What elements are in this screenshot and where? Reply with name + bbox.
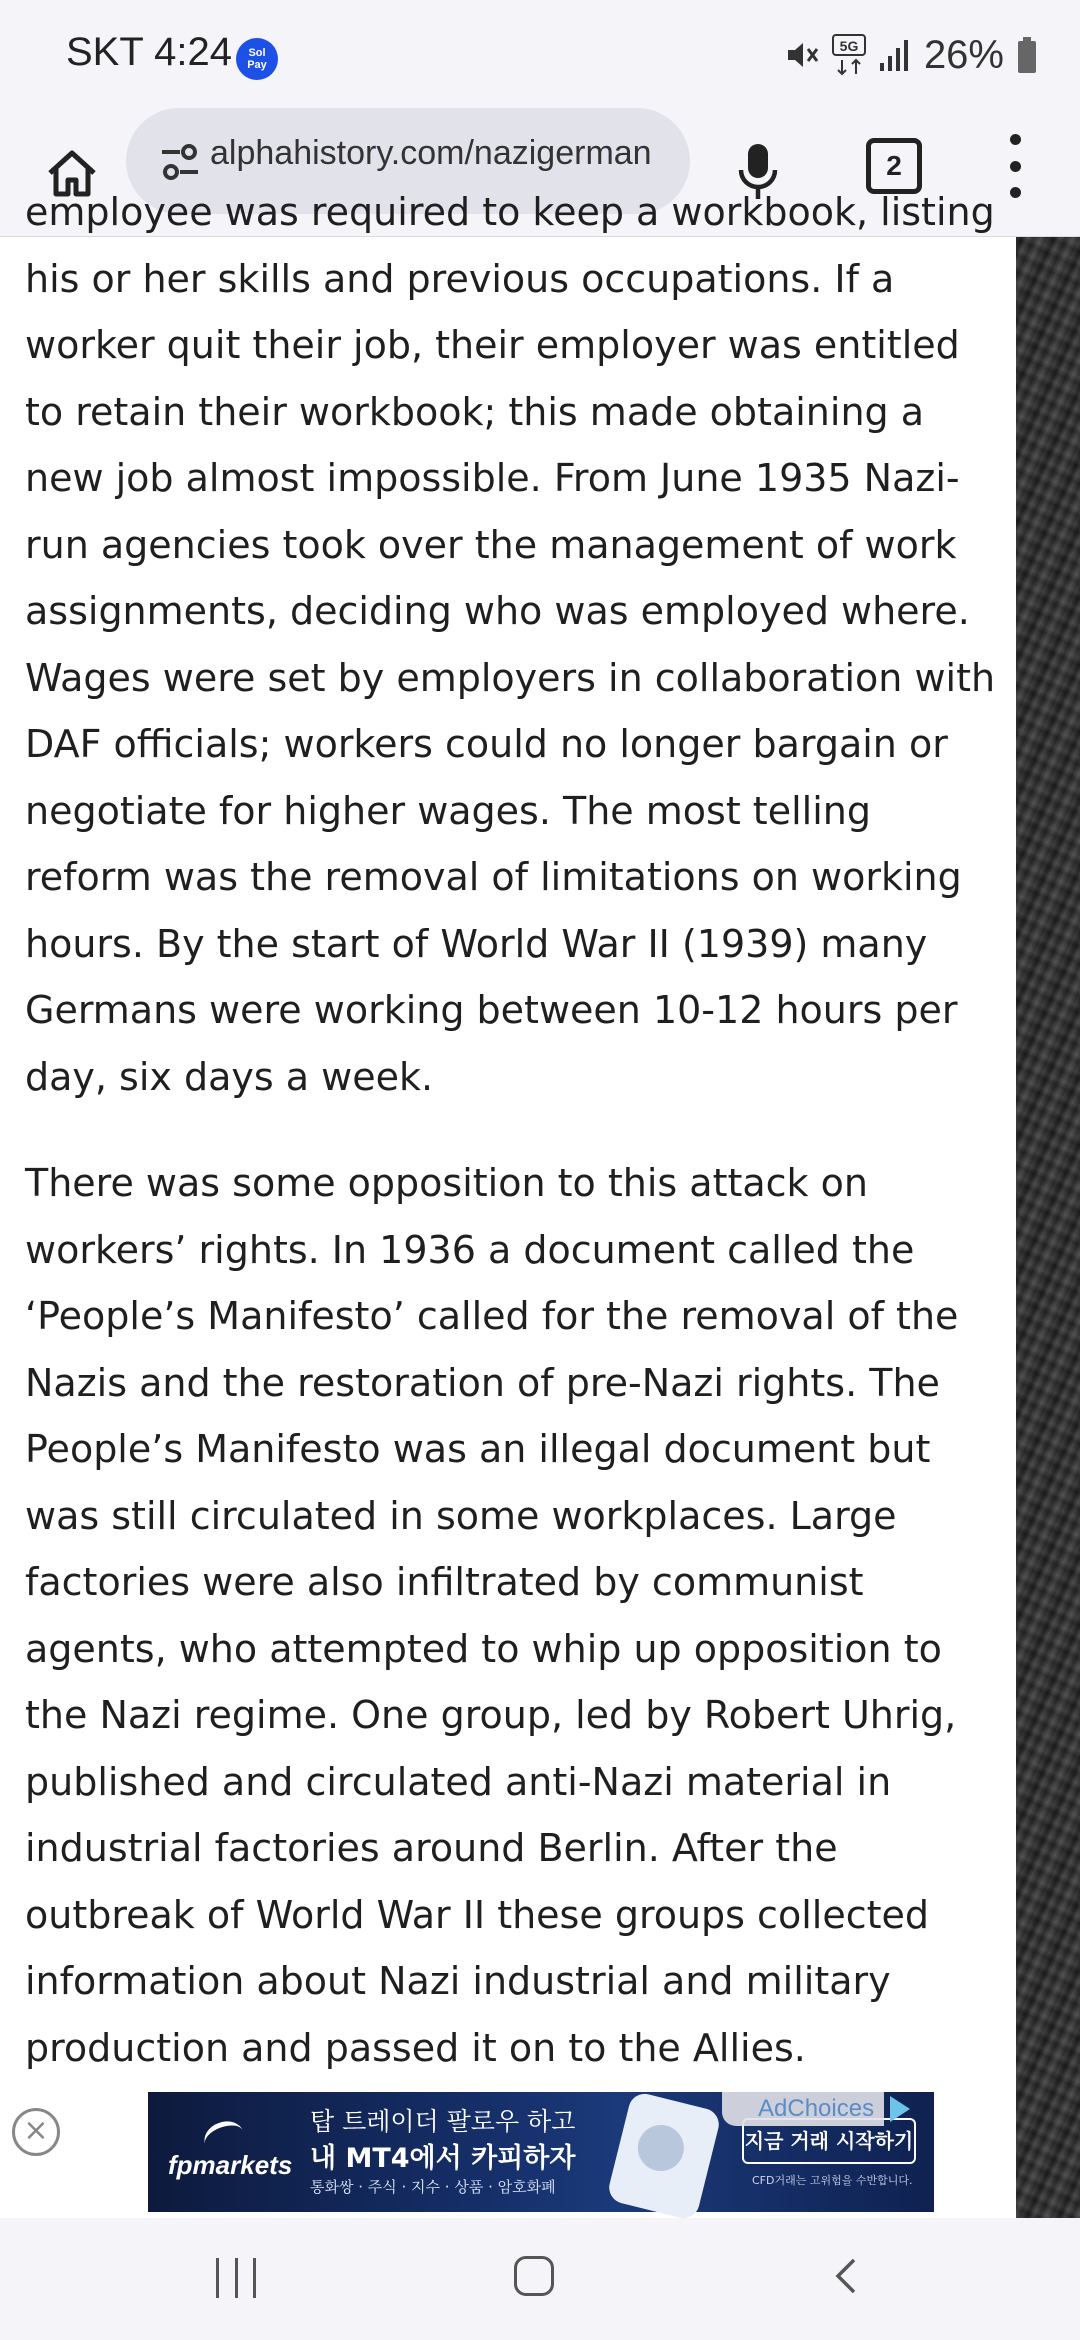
status-bar — [0, 0, 1080, 112]
article-content — [0, 190, 1016, 2084]
ad-headline-2: 내 MT4에서 카피하자 — [310, 2143, 576, 2174]
article-paragraph-1: employee was required to keep a workbook, listing his or her skills and previous occupations. If a worker quit their job, their employer was entitled to retain their workbook; this made obtaining a new job almost impossible. From June 1935 Nazi-run agencies took over the management of work assignments, deciding who was employed where. Wages were set by employers in collaboration with DAF officials; workers could no longer bargain or negotiate for higher wages. The most telling reform was the removal of limitations on working hours. By the start of World War II (1939) many Germans were working between 10-12 hours per day, six days a week. — [25, 190, 996, 1099]
pay-app-icon: Sol Pay — [236, 38, 278, 80]
ad-phone-avatar — [633, 2120, 689, 2176]
5g-icon — [832, 34, 866, 76]
tab-count: 2 — [886, 150, 902, 181]
adchoices-icon — [890, 2096, 910, 2122]
ad-subline: 통화쌍 · 주식 · 지수 · 상품 · 암호화폐 — [310, 2178, 556, 2196]
adchoices-label: AdChoices — [758, 2095, 875, 2122]
ad-cta-button[interactable]: 지금 거래 시작하기 — [742, 2118, 916, 2164]
battery-percent: 26% — [923, 32, 1004, 77]
ad-phone-image — [606, 2091, 722, 2222]
recents-icon[interactable] — [216, 2258, 256, 2298]
ad-close-button[interactable]: × — [12, 2108, 60, 2156]
ad-headline-1: 탑 트레이더 팔로우 하고 — [310, 2107, 576, 2136]
back-icon[interactable] — [826, 2256, 866, 2296]
battery-icon — [1016, 36, 1038, 74]
ad-disclaimer: CFD거래는 고위험을 수반합니다. — [752, 2174, 913, 2187]
menu-dot — [1010, 187, 1021, 198]
signal-icon — [878, 37, 912, 73]
system-nav-bar — [0, 2218, 1080, 2340]
url-text: alphahistory.com/nazigerman — [210, 134, 652, 172]
background-texture-strip — [1016, 237, 1080, 2218]
adchoices-link[interactable] — [722, 2092, 884, 2126]
home-nav-icon[interactable] — [514, 2256, 554, 2296]
svg-text:5G: 5G — [839, 38, 859, 54]
article-paragraph-2: There was some opposition to this attack on workers’ rights. In 1936 a document called the ‘People’s Manifesto’ called for the removal of the Nazis and the restoration of pre-Nazi rights. The People’s Manifesto was an illegal document but was still circulated in some workplaces. Large factories were also infiltrated by communist agents, who attempted to whip up opposition to the Nazi regime. One group, led by Robert Uhrig, published and circulated anti-Nazi material in industrial factories around Berlin. After the outbreak of World War II these groups collected information about Nazi industrial and military production and passed it on to the Allies. — [25, 1161, 959, 2070]
mute-icon — [784, 37, 820, 73]
ad-brand: fpmarkets — [168, 2150, 293, 2180]
status-icons — [784, 30, 1038, 80]
menu-dot — [1010, 134, 1021, 145]
carrier-time: SKT 4:24 — [66, 30, 233, 74]
site-settings-icon[interactable] — [158, 140, 202, 184]
menu-dot — [1010, 161, 1021, 172]
